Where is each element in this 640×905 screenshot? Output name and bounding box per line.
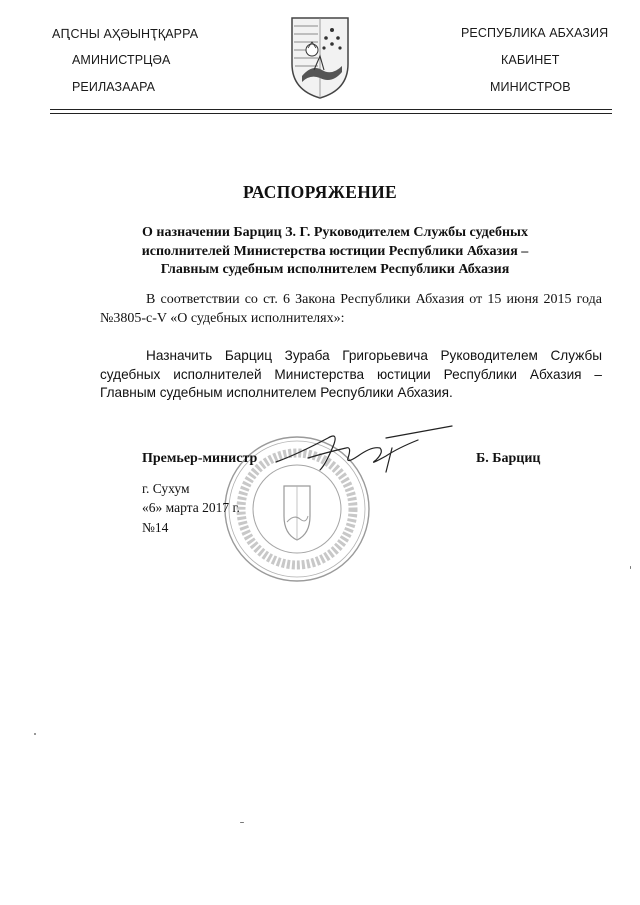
order-number: №14 (142, 520, 169, 535)
signatory-name: Б. Барциц (476, 451, 541, 466)
scan-speck (630, 566, 631, 569)
signatory-position: Премьер-министр (142, 451, 258, 466)
document-title: РАСПОРЯЖЕНИЕ (242, 182, 397, 202)
scan-speck (240, 822, 244, 823)
header-right-line-1: РЕСПУБЛИКА АБХАЗИЯ (461, 26, 609, 40)
body-paragraph-2: Назначить Барциц Зураба Григорьевича Руководителем Службы судебных исполнителей Министерства юстиции Республики Абхазия – Главным судебным исполнителем Республики Абхазия. (100, 348, 602, 400)
state-emblem-icon (288, 14, 352, 100)
header-left-line-1: АԤСНЫ АҲӘЫНҬҚАРРА (52, 27, 199, 41)
scan-speck (34, 733, 36, 735)
issue-date: «6» марта 2017 г. (142, 500, 240, 515)
body-paragraph-1: В соответствии со ст. 6 Закона Республики Абхазия от 15 июня 2015 года №3805-с-V «О судебных исполнителях»: (100, 292, 602, 326)
header-rule-thick (50, 109, 612, 110)
header-right-line-2: КАБИНЕТ (501, 53, 560, 67)
document-subject: О назначении Барциц З. Г. Руководителем Службы судебных исполнителей Министерства юстиции Республики Абхазия – Главным судебным исполнителем Республики Абхазия (141, 225, 529, 277)
header-left-line-2: АМИНИСТРЦӘА (72, 53, 171, 67)
issue-city: г. Сухум (142, 481, 190, 496)
header-right-line-3: МИНИСТРОВ (490, 80, 571, 94)
handwritten-signature-icon (268, 418, 458, 478)
header-rule-thin (50, 113, 612, 114)
header-left-line-3: РЕИЛАЗААРА (72, 80, 156, 94)
